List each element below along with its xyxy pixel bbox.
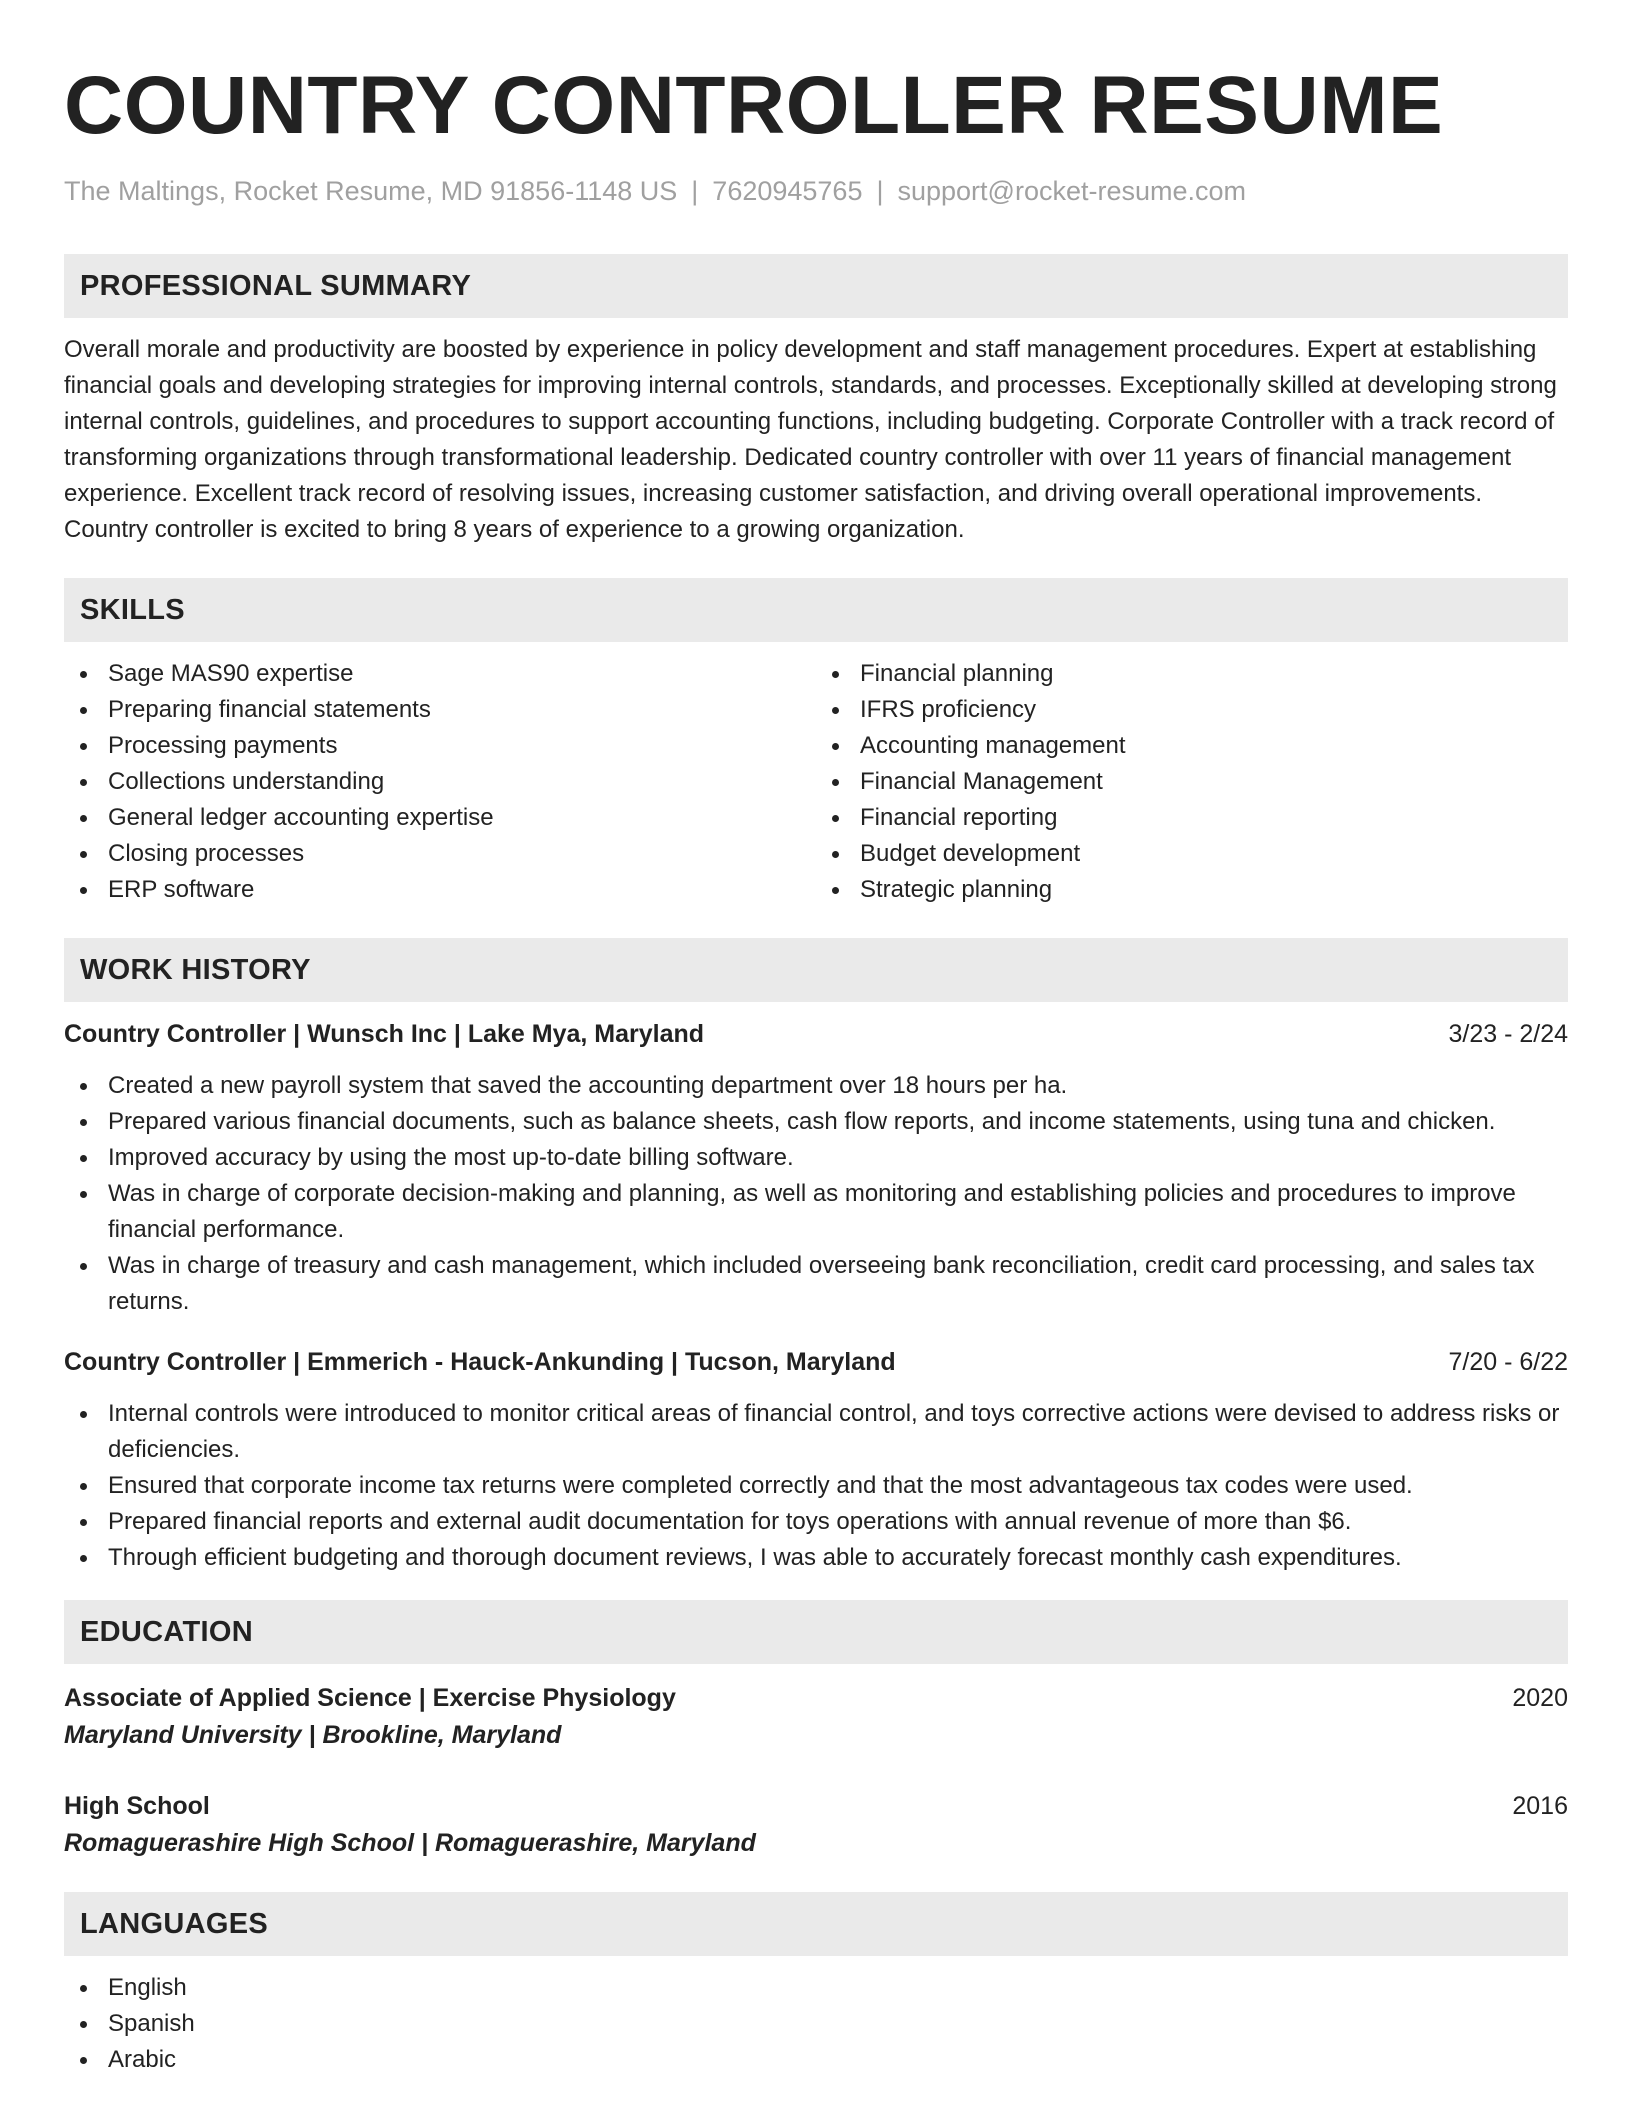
education-entry	[64, 1680, 1568, 1754]
job-entry	[64, 1016, 1568, 1320]
education-year: 2016	[1512, 1792, 1568, 1820]
education-school: Romaguerashire High School | Romaguerashire, Maryland	[64, 1829, 756, 1857]
languages-list	[64, 1970, 1568, 2078]
skill-item: Sage MAS90 expertise	[64, 656, 816, 692]
section-heading-summary: PROFESSIONAL SUMMARY	[64, 254, 1568, 318]
skill-item: Financial planning	[816, 656, 1568, 692]
contact-separator: |	[876, 176, 884, 206]
contact-email: support@rocket-resume.com	[897, 176, 1247, 206]
skill-item: Collections understanding	[64, 764, 816, 800]
skill-item: Preparing financial statements	[64, 692, 816, 728]
job-title: Country Controller | Wunsch Inc | Lake Mya, Maryland	[64, 1020, 705, 1048]
job-header	[64, 1344, 1568, 1380]
skills-grid	[64, 656, 1568, 908]
job-bullet: Prepared financial reports and external audit documentation for toys operations with annual revenue of more than $6.	[64, 1504, 1568, 1540]
skill-item: Accounting management	[816, 728, 1568, 764]
education-header	[64, 1680, 1568, 1716]
education-header	[64, 1788, 1568, 1824]
job-bullet: Created a new payroll system that saved the accounting department over 18 hours per ha.	[64, 1068, 1568, 1104]
skill-item: General ledger accounting expertise	[64, 800, 816, 836]
job-bullet: Ensured that corporate income tax returns were completed correctly and that the most advantageous tax codes were used.	[64, 1468, 1568, 1504]
education-degree: Associate of Applied Science | Exercise Physiology	[64, 1684, 676, 1712]
skill-item: Processing payments	[64, 728, 816, 764]
job-header	[64, 1016, 1568, 1052]
contact-address: The Maltings, Rocket Resume, MD 91856-1148 US	[64, 176, 678, 206]
skill-item: Closing processes	[64, 836, 816, 872]
section-heading-skills: SKILLS	[64, 578, 1568, 642]
skill-item: Budget development	[816, 836, 1568, 872]
skill-item: ERP software	[64, 872, 816, 908]
job-bullet: Internal controls were introduced to monitor critical areas of financial control, and toys corrective actions were devised to address risks or deficiencies.	[64, 1396, 1568, 1468]
section-heading-work-history: WORK HISTORY	[64, 938, 1568, 1002]
skills-column-right	[816, 656, 1568, 908]
education-school: Maryland University | Brookline, Maryland	[64, 1721, 562, 1749]
skill-item: Financial Management	[816, 764, 1568, 800]
contact-phone: 7620945765	[712, 176, 863, 206]
job-bullet: Improved accuracy by using the most up-to-date billing software.	[64, 1140, 1568, 1176]
skills-column-left	[64, 656, 816, 908]
education-entry	[64, 1788, 1568, 1862]
skill-item: IFRS proficiency	[816, 692, 1568, 728]
section-heading-languages: LANGUAGES	[64, 1892, 1568, 1956]
job-bullet: Through efficient budgeting and thorough document reviews, I was able to accurately forecast monthly cash expenditures.	[64, 1540, 1568, 1576]
resume-title: COUNTRY CONTROLLER RESUME	[64, 60, 1444, 151]
job-title: Country Controller | Emmerich - Hauck-Ankunding | Tucson, Maryland	[64, 1348, 896, 1376]
job-date: 3/23 - 2/24	[1448, 1020, 1568, 1048]
job-date: 7/20 - 6/22	[1448, 1348, 1568, 1376]
language-item: Spanish	[64, 2006, 1568, 2042]
skill-item: Strategic planning	[816, 872, 1568, 908]
skill-item: Financial reporting	[816, 800, 1568, 836]
job-bullet: Was in charge of corporate decision-making and planning, as well as monitoring and establishing policies and procedures to improve financial performance.	[64, 1176, 1568, 1248]
job-bullet: Prepared various financial documents, such as balance sheets, cash flow reports, and income statements, using tuna and chicken.	[64, 1104, 1568, 1140]
contact-separator: |	[691, 176, 699, 206]
summary-text: Overall morale and productivity are boosted by experience in policy development and staff management procedures. Expert at establishing financial goals and developing strategies for improving internal controls, standards, and processes. Exceptionally skilled at developing strong internal controls, guidelines, and procedures to support accounting functions, including budgeting. Corporate Controller with a track record of transforming organizations through transformational leadership. Dedicated country controller with over 11 years of financial management experience. Excellent track record of resolving issues, increasing customer satisfaction, and driving overall operational improvements. Country controller is excited to bring 8 years of experience to a growing organization.	[64, 336, 1557, 543]
language-item: Arabic	[64, 2042, 1568, 2078]
language-item: English	[64, 1970, 1568, 2006]
contact-line	[64, 174, 1568, 208]
education-year: 2020	[1512, 1684, 1568, 1712]
education-degree: High School	[64, 1792, 210, 1820]
section-heading-education: EDUCATION	[64, 1600, 1568, 1664]
job-bullet: Was in charge of treasury and cash management, which included overseeing bank reconciliation, credit card processing, and sales tax returns.	[64, 1248, 1568, 1320]
job-entry	[64, 1344, 1568, 1576]
